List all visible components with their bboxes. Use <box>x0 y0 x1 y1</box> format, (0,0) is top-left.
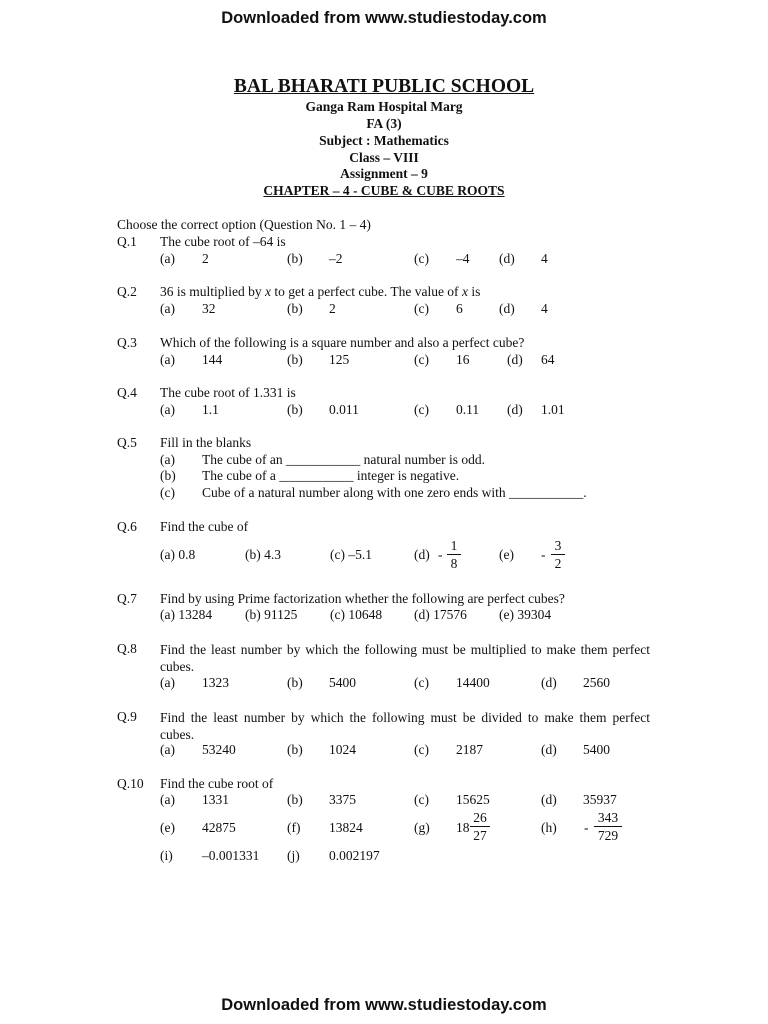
part-item: (a) 13284 <box>160 607 213 622</box>
option-label: (h) <box>541 820 557 835</box>
option-value: 6 <box>456 301 463 316</box>
option-value: 1323 <box>202 675 229 690</box>
option-label: (c) <box>414 301 429 316</box>
option-label: (d) <box>541 792 557 807</box>
fraction-one-eighth: $\frac{1}{8}$ <box>447 538 461 571</box>
item-label: (b) <box>160 468 176 483</box>
option-value: 4 <box>541 301 548 316</box>
option-value: 0.002197 <box>329 848 380 863</box>
assignment-line: Assignment – 9 <box>340 166 428 181</box>
minus-sign: - <box>438 547 443 562</box>
download-banner-bottom: Downloaded from www.studiestoday.com <box>221 996 547 1014</box>
question-text: Find the cube root of <box>160 776 274 791</box>
option-label: (d) <box>507 402 523 417</box>
question-number: Q.5 <box>117 435 137 450</box>
option-value: 0.11 <box>456 402 480 417</box>
option-label: (b) <box>287 301 303 316</box>
option-value: 1.01 <box>541 402 565 417</box>
option-label: (b) <box>287 792 303 807</box>
option-value: 1024 <box>329 742 356 757</box>
option-value: –0.001331 <box>202 848 260 863</box>
option-label: (c) <box>414 402 429 417</box>
part-a: (a) 0.8 <box>160 547 196 562</box>
question-text: Find the least number by which the following must be divided to make them perfect cubes. <box>160 710 650 742</box>
question-number: Q.6 <box>117 519 137 534</box>
option-label: (b) <box>287 251 303 266</box>
option-label: (j) <box>287 848 300 863</box>
option-label: (c) <box>414 675 429 690</box>
download-banner-top: Downloaded from www.studiestoday.com <box>221 9 547 27</box>
question-text: Find the cube of <box>160 519 249 534</box>
option-label: (g) <box>414 820 430 835</box>
question-text: Find the least number by which the following must be multiplied to make them perfect cubes. <box>160 642 650 674</box>
option-value: 16 <box>456 352 470 367</box>
option-value: 13824 <box>329 820 363 835</box>
option-label: (e) <box>499 547 514 562</box>
option-value: 2560 <box>583 675 610 690</box>
option-label: (a) <box>160 792 175 807</box>
question-text: 36 is multiplied by x to get a perfect cube. The value of x is <box>160 284 481 299</box>
option-value: 15625 <box>456 792 490 807</box>
item-label: (c) <box>160 485 175 500</box>
option-label: (f) <box>287 820 301 835</box>
fill-blank-item: The cube of a ___________ integer is negative. <box>202 468 460 483</box>
option-label: (a) <box>160 675 175 690</box>
part-item: (e) 39304 <box>499 607 552 622</box>
option-value: 0.011 <box>329 402 359 417</box>
option-label: (c) <box>414 792 429 807</box>
fraction-three-halves: $\frac{3}{2}$ <box>551 538 565 571</box>
option-label: (c) <box>414 352 429 367</box>
question-text: Fill in the blanks <box>160 435 252 450</box>
option-value: 5400 <box>329 675 356 690</box>
option-label: (a) <box>160 251 175 266</box>
fill-blank-item: Cube of a natural number along with one zero ends with ___________. <box>202 485 587 500</box>
option-label: (d) <box>414 547 430 562</box>
option-label: (b) <box>287 352 303 367</box>
option-value: 4 <box>541 251 548 266</box>
option-value: 35937 <box>583 792 617 807</box>
option-value: 1331 <box>202 792 229 807</box>
option-label: (a) <box>160 352 175 367</box>
option-value: 5400 <box>583 742 610 757</box>
fraction-343-729: $\frac{343}{729}$ <box>594 810 622 843</box>
question-number: Q.1 <box>117 234 137 249</box>
option-value: 32 <box>202 301 216 316</box>
option-value: 2 <box>202 251 209 266</box>
part-c: (c) –5.1 <box>330 547 372 562</box>
question-number: Q.2 <box>117 284 137 299</box>
question-text: Find by using Prime factorization whether the following are perfect cubes? <box>160 591 565 606</box>
subject-line: Subject : Mathematics <box>319 133 449 148</box>
question-number: Q.8 <box>117 641 137 656</box>
option-value: 1.1 <box>202 402 219 417</box>
option-value: 2187 <box>456 742 483 757</box>
minus-sign: - <box>584 820 589 835</box>
option-value: 42875 <box>202 820 236 835</box>
option-label: (b) <box>287 742 303 757</box>
option-label: (a) <box>160 301 175 316</box>
school-name: BAL BHARATI PUBLIC SCHOOL <box>233 76 535 97</box>
question-text: The cube root of –64 is <box>160 234 286 249</box>
assessment-code: FA (3) <box>366 116 402 131</box>
part-item: (d) 17576 <box>414 607 467 622</box>
option-label: (a) <box>160 742 175 757</box>
question-text: Which of the following is a square number and also a perfect cube? <box>160 335 525 350</box>
option-value: 14400 <box>456 675 490 690</box>
option-label: (i) <box>160 848 173 863</box>
instruction-text: Choose the correct option (Question No. 1 – 4) <box>117 217 371 232</box>
option-label: (d) <box>499 251 515 266</box>
option-label: (d) <box>507 352 523 367</box>
mixed-whole: 18 <box>456 820 470 835</box>
part-item: (c) 10648 <box>330 607 383 622</box>
question-number: Q.4 <box>117 385 137 400</box>
part-b: (b) 4.3 <box>245 547 281 562</box>
fill-blank-item: The cube of an ___________ natural number is odd. <box>202 452 486 467</box>
option-value: 64 <box>541 352 555 367</box>
item-label: (a) <box>160 452 175 467</box>
option-value: 53240 <box>202 742 236 757</box>
option-label: (b) <box>287 402 303 417</box>
option-value: –4 <box>456 251 470 266</box>
option-value: 144 <box>202 352 223 367</box>
option-value: 3375 <box>329 792 356 807</box>
question-text: The cube root of 1.331 is <box>160 385 296 400</box>
option-label: (d) <box>541 675 557 690</box>
question-number: Q.10 <box>117 776 144 791</box>
school-address: Ganga Ram Hospital Marg <box>305 99 463 114</box>
option-label: (a) <box>160 402 175 417</box>
chapter-title: CHAPTER – 4 - CUBE & CUBE ROOTS <box>263 183 505 198</box>
option-label: (d) <box>541 742 557 757</box>
option-label: (b) <box>287 675 303 690</box>
option-value: 2 <box>329 301 336 316</box>
option-label: (c) <box>414 742 429 757</box>
fraction-26-27: $\frac{26}{27}$ <box>470 810 490 843</box>
option-label: (e) <box>160 820 175 835</box>
option-label: (c) <box>414 251 429 266</box>
question-number: Q.7 <box>117 591 137 606</box>
class-line: Class – VIII <box>349 150 419 165</box>
minus-sign: - <box>541 547 546 562</box>
option-value: –2 <box>329 251 343 266</box>
option-value: 125 <box>329 352 350 367</box>
option-label: (d) <box>499 301 515 316</box>
question-number: Q.3 <box>117 335 137 350</box>
part-item: (b) 91125 <box>245 607 298 622</box>
question-number: Q.9 <box>117 709 137 724</box>
